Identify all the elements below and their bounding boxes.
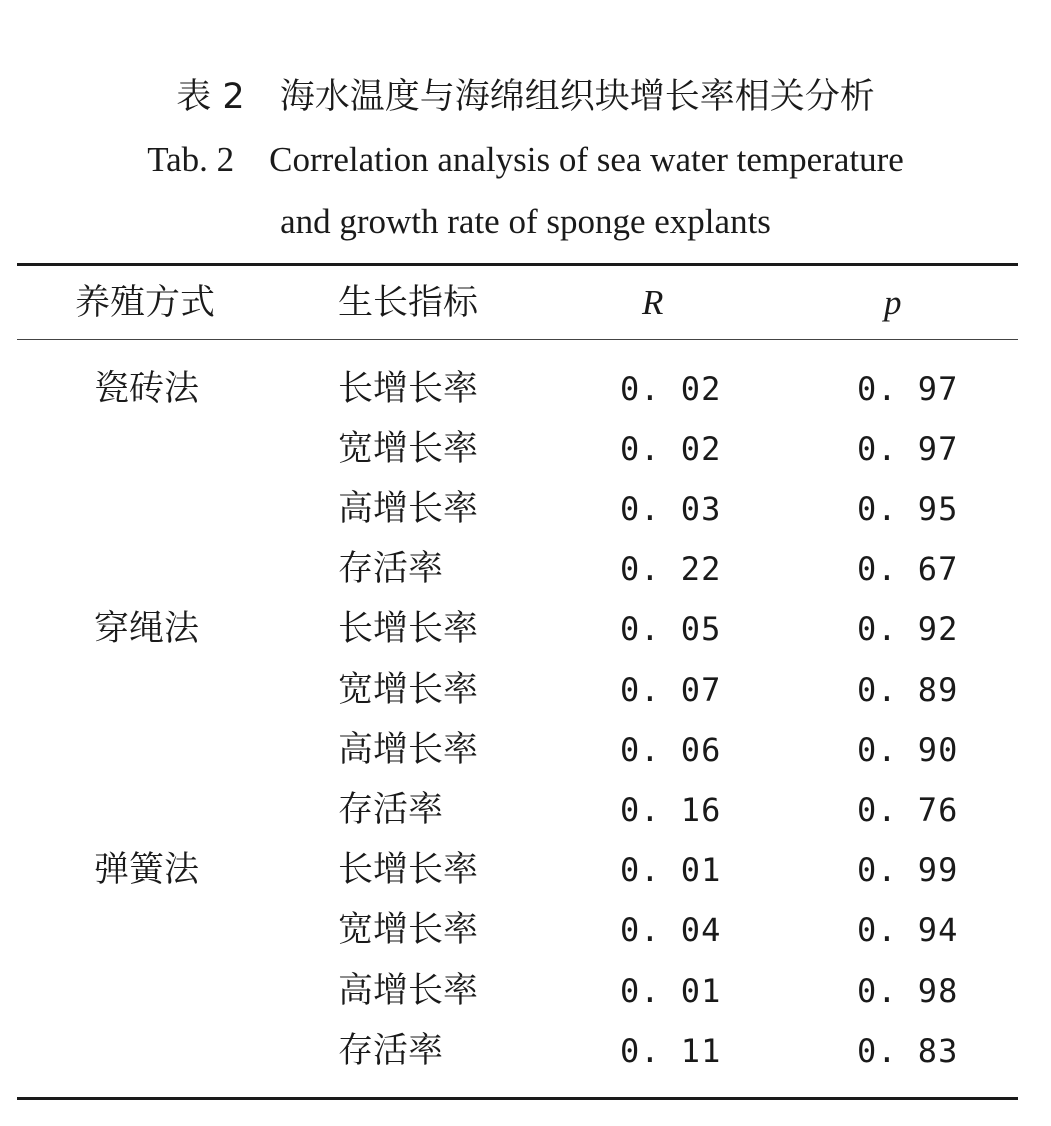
cell-p: 0. 94 [857, 911, 959, 949]
cell-r: 0. 02 [620, 370, 722, 408]
cell-p: 0. 76 [857, 791, 959, 829]
table-row [0, 961, 1051, 1021]
cell-r: 0. 22 [620, 550, 722, 588]
cell-growth-index: 长增长率 [338, 369, 479, 409]
table-caption-en-line2: and growth rate of sponge explants [280, 202, 771, 241]
cell-r: 0. 16 [620, 791, 722, 829]
cell-r: 0. 03 [620, 490, 722, 528]
cell-growth-index: 存活率 [338, 790, 444, 830]
cell-p: 0. 67 [857, 550, 959, 588]
cell-growth-index: 宽增长率 [338, 670, 479, 710]
table-caption-zh: 表 2 海水温度与海绵组织块增长率相关分析 [176, 77, 875, 117]
cell-growth-index: 长增长率 [338, 609, 479, 649]
cell-growth-index: 宽增长率 [338, 429, 479, 469]
table-row [0, 900, 1051, 960]
header-growth-index: 生长指标 [338, 283, 479, 323]
cell-growth-index: 高增长率 [338, 489, 479, 529]
cell-growth-index: 存活率 [338, 549, 444, 589]
cell-method: 瓷砖法 [94, 369, 200, 409]
cell-p: 0. 97 [857, 370, 959, 408]
table-top-rule [17, 263, 1018, 266]
table-row [0, 539, 1051, 599]
cell-r: 0. 01 [620, 851, 722, 889]
cell-growth-index: 长增长率 [338, 850, 479, 890]
cell-growth-index: 高增长率 [338, 730, 479, 770]
table-row [0, 479, 1051, 539]
cell-r: 0. 07 [620, 671, 722, 709]
cell-p: 0. 95 [857, 490, 959, 528]
table-row [0, 840, 1051, 900]
cell-r: 0. 11 [620, 1032, 722, 1070]
table-header-rule [17, 339, 1018, 340]
table-row [0, 780, 1051, 840]
header-r: R [642, 283, 664, 322]
cell-r: 0. 04 [620, 911, 722, 949]
table-row [0, 419, 1051, 479]
cell-method: 弹簧法 [94, 850, 200, 890]
cell-p: 0. 83 [857, 1032, 959, 1070]
table-row [0, 599, 1051, 659]
cell-growth-index: 存活率 [338, 1031, 444, 1071]
cell-growth-index: 高增长率 [338, 971, 479, 1011]
cell-r: 0. 06 [620, 731, 722, 769]
cell-p: 0. 97 [857, 430, 959, 468]
table-caption-en-line1: Tab. 2 Correlation analysis of sea water temperature [147, 140, 904, 179]
table-row [0, 359, 1051, 419]
table-bottom-rule [17, 1097, 1018, 1100]
cell-p: 0. 99 [857, 851, 959, 889]
header-method: 养殖方式 [75, 283, 216, 323]
cell-p: 0. 90 [857, 731, 959, 769]
cell-method: 穿绳法 [94, 609, 200, 649]
cell-r: 0. 01 [620, 972, 722, 1010]
cell-growth-index: 宽增长率 [338, 910, 479, 950]
table-row [0, 1021, 1051, 1081]
header-p: p [884, 283, 902, 322]
table-row [0, 660, 1051, 720]
cell-r: 0. 05 [620, 610, 722, 648]
cell-r: 0. 02 [620, 430, 722, 468]
cell-p: 0. 89 [857, 671, 959, 709]
table-row [0, 720, 1051, 780]
cell-p: 0. 98 [857, 972, 959, 1010]
cell-p: 0. 92 [857, 610, 959, 648]
